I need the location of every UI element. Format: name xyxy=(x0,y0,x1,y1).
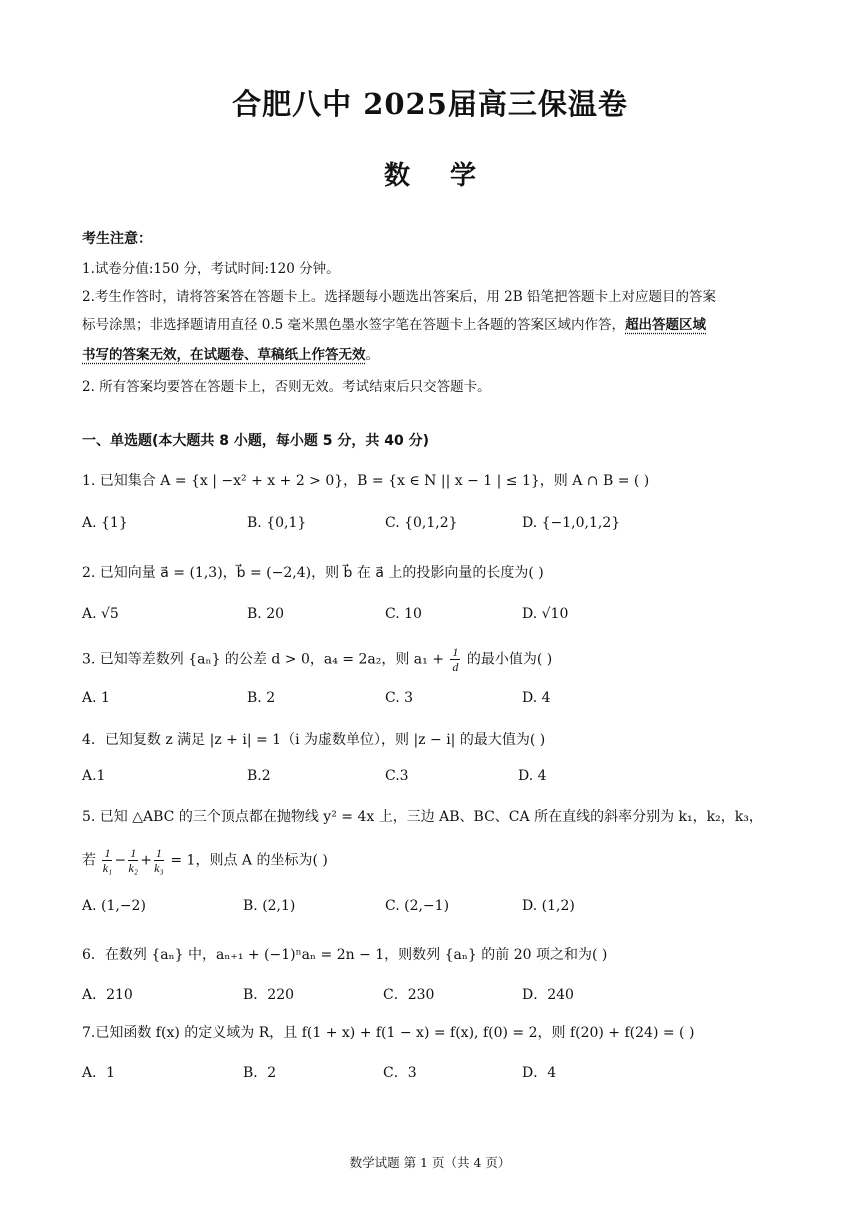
q5-fraction-1 xyxy=(102,846,112,875)
notice-emphasis-1: 超出答题区域 xyxy=(625,317,707,333)
q1-option-c: C. {0,1,2} xyxy=(385,515,458,531)
q5-stem2-part-a: 若 xyxy=(82,852,96,869)
q3-fraction xyxy=(450,645,460,674)
page-footer: 数学试题 第 1 页（共 4 页） xyxy=(349,1155,511,1170)
q5-option-a: A. (1,−2) xyxy=(82,898,146,914)
q5-option-b: B. (2,1) xyxy=(243,898,296,914)
question-2-stem: 2. 已知向量 a⃗ = (1,3)，b⃗ = (−2,4)，则 b⃗ 在 a⃗ 上的投影向量的长度为( ) xyxy=(82,565,544,581)
q5-frac3-den: k₃ xyxy=(154,861,164,875)
q6-option-d: D．240 xyxy=(522,987,574,1003)
q5-frac1-num: 1 xyxy=(104,846,111,860)
q4-option-a: A.1 xyxy=(82,768,106,784)
q5-frac1-den: k₁ xyxy=(102,861,113,875)
q5-fraction-2 xyxy=(128,846,138,875)
notice-item-1: 1.试卷分值:150 分，考试时间:120 分钟。 xyxy=(82,261,340,277)
question-6-stem: 6．在数列 {aₙ} 中，aₙ₊₁ + (−1)ⁿaₙ = 2n − 1，则数列 {aₙ} 的前 20 项之和为( ) xyxy=(82,947,608,963)
notice-item-2: 2.考生作答时，请将答案答在答题卡上。选择题每小题选出答案后，用 2B 铅笔把答题卡上对应题目的答案 xyxy=(82,289,716,305)
q6-option-b: B．220 xyxy=(243,987,295,1003)
q7-option-a: A．1 xyxy=(82,1065,116,1081)
q5-frac2-den: k₂ xyxy=(128,861,138,875)
q3-stem-part-a: 3. 已知等差数列 {aₙ} 的公差 d > 0，a₄ = 2a₂，则 a₁ + xyxy=(82,651,444,668)
question-1-stem: 1. 已知集合 A = {x | −x² + x + 2 > 0}，B = {x ∈ N || x − 1 | ≤ 1}，则 A ∩ B = ( ) xyxy=(82,473,650,489)
q7-option-d: D．4 xyxy=(522,1065,557,1081)
notice-emphasis-2: 书写的答案无效，在试题卷、草稿纸上作答无效 xyxy=(82,347,366,363)
q4-option-d: D. 4 xyxy=(518,768,547,784)
q5-frac2-num: 1 xyxy=(130,846,137,860)
q1-option-a: A. {1} xyxy=(82,515,128,531)
q6-option-c: C．230 xyxy=(383,987,435,1003)
q7-option-c: C．3 xyxy=(383,1065,417,1081)
notice-item-2-text: 标号涂黑；非选择题请用直径 0.5 毫米黑色墨水签字笔在答题卡上各题的答案区域内作答， xyxy=(82,317,626,333)
q3-option-b: B. 2 xyxy=(247,690,276,706)
q3-option-d: D. 4 xyxy=(522,690,551,706)
question-5-stem-cont: 若 $\frac{1}{\text{k₁}}$ − $\frac{1}{\text{k₂}}$ + $\frac{1}{\text{k₃}}$ = 1，则点 A 的坐标为( ) xyxy=(82,846,328,875)
q2-option-c: C. 10 xyxy=(385,606,422,622)
q5-frac3-num: 1 xyxy=(155,846,162,860)
q2-option-b: B. 20 xyxy=(247,606,285,622)
notice-item-2-cont xyxy=(82,313,706,333)
q4-option-c: C.3 xyxy=(385,768,409,784)
q2-option-d: D. √10 xyxy=(522,606,569,622)
q5-option-c: C. (2,−1) xyxy=(385,898,450,914)
q3-frac-numerator: 1 xyxy=(452,645,459,659)
q3-stem-part-b: 的最小值为( ) xyxy=(466,651,553,668)
notice-item-2-end xyxy=(82,343,379,363)
question-4-stem: 4．已知复数 z 满足 |z + i| = 1（i 为虚数单位），则 |z − i| 的最大值为( ) xyxy=(82,732,546,748)
section-title: 一、单选题(本大题共 8 小题，每小题 5 分，共 40 分) xyxy=(82,433,430,449)
q2-option-a: A. √5 xyxy=(82,606,119,622)
q5-fraction-3 xyxy=(154,846,164,875)
exam-title: 合肥八中 2025届高三保温卷 xyxy=(232,87,628,121)
notice-heading: 考生注意： xyxy=(82,231,152,247)
q6-option-a: A．210 xyxy=(82,987,133,1003)
question-7-stem: 7.已知函数 f(x) 的定义域为 R，且 f(1 + x) + f(1 − x) = f(x), f(0) = 2，则 f(20) + f(24) = ( ) xyxy=(82,1025,695,1041)
subject-title: 数学 xyxy=(383,161,516,191)
q5-option-d: D. (1,2) xyxy=(522,898,575,914)
q7-option-b: B．2 xyxy=(243,1065,277,1081)
q3-option-c: C. 3 xyxy=(385,690,414,706)
q5-stem2-part-b: = 1，则点 A 的坐标为( ) xyxy=(170,852,328,869)
question-5-stem: 5. 已知 △ABC 的三个顶点都在抛物线 y² = 4x 上，三边 AB、BC、CA 所在直线的斜率分别为 k₁，k₂，k₃， xyxy=(82,809,763,825)
q3-option-a: A. 1 xyxy=(82,690,110,706)
notice-period: 。 xyxy=(365,347,379,363)
q3-frac-denominator: d xyxy=(452,660,459,674)
q4-option-b: B.2 xyxy=(247,768,271,784)
question-3-stem xyxy=(82,645,552,674)
q1-option-b: B. {0,1} xyxy=(247,515,307,531)
q1-option-d: D. {−1,0,1,2} xyxy=(522,515,621,531)
notice-item-3: 2. 所有答案均要答在答题卡上，否则无效。考试结束后只交答题卡。 xyxy=(82,379,491,395)
